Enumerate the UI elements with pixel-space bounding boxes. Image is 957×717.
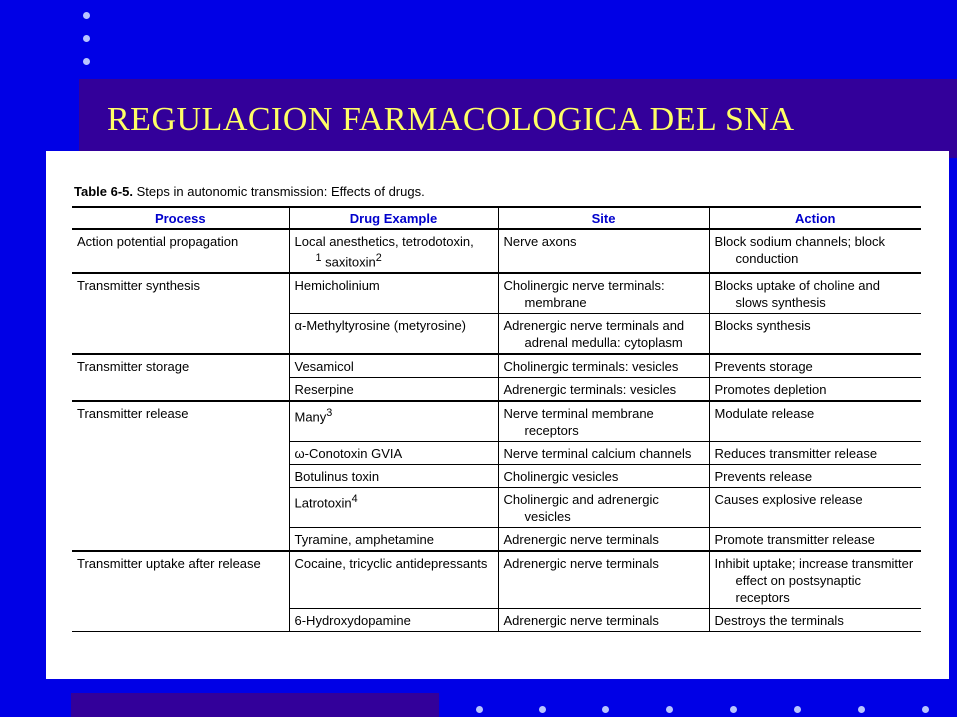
bullet-dot-icon bbox=[83, 35, 90, 42]
action-cell bbox=[709, 442, 921, 465]
drug-cell bbox=[289, 465, 498, 488]
drug-text-line2: saxitoxin bbox=[325, 254, 376, 270]
action-cell bbox=[709, 354, 921, 378]
footnote-marker: 1 bbox=[315, 252, 322, 264]
drug-cell bbox=[289, 488, 498, 528]
action-cell bbox=[709, 551, 921, 609]
site-cell bbox=[498, 273, 709, 314]
action-text: Promote transmitter release bbox=[714, 532, 875, 548]
action-cell bbox=[709, 528, 921, 552]
site-cell bbox=[498, 528, 709, 552]
site-cell bbox=[498, 551, 709, 609]
site-cell bbox=[498, 465, 709, 488]
footnote-marker: 4 bbox=[351, 493, 358, 506]
drug-cell bbox=[289, 378, 498, 402]
drug-text: Many bbox=[294, 409, 327, 425]
bullet-dot-icon bbox=[602, 706, 609, 713]
action-cell bbox=[709, 465, 921, 488]
drug-cell bbox=[289, 551, 498, 609]
action-cell bbox=[709, 378, 921, 402]
action-text: Prevents storage bbox=[714, 359, 813, 375]
bullet-dot-icon bbox=[922, 706, 929, 713]
site-text: Cholinergic vesicles bbox=[503, 469, 619, 485]
action-cell bbox=[709, 401, 921, 442]
drug-text: Hemicholinium bbox=[294, 278, 380, 294]
drug-text: Cocaine, tricyclic antidepressants bbox=[294, 556, 488, 572]
drug-cell bbox=[289, 528, 498, 552]
drug-cell bbox=[289, 609, 498, 632]
site-cell bbox=[498, 488, 709, 528]
site-text: Nerve axons bbox=[503, 234, 577, 249]
action-text: Blocks uptake of choline and slows synthesis bbox=[714, 278, 880, 311]
action-text: Causes explosive release bbox=[714, 492, 863, 508]
site-text: Adrenergic nerve terminals and adrenal medulla: cytoplasm bbox=[503, 318, 685, 351]
drug-cell bbox=[289, 314, 498, 355]
site-text: Cholinergic terminals: vesicles bbox=[503, 359, 679, 375]
process-cell: Transmitter uptake after release bbox=[72, 551, 289, 632]
table-row bbox=[72, 354, 921, 378]
site-cell bbox=[498, 442, 709, 465]
bullet-dot-icon bbox=[794, 706, 801, 713]
action-text: Blocks synthesis bbox=[714, 318, 811, 334]
site-cell bbox=[498, 609, 709, 632]
table-caption bbox=[74, 184, 425, 199]
action-text: Inhibit uptake; increase transmitter effect on postsynaptic receptors bbox=[714, 556, 914, 606]
drug-text: Local anesthetics, tetrodotoxin, bbox=[294, 234, 474, 249]
table-panel bbox=[46, 151, 949, 679]
action-cell bbox=[709, 314, 921, 355]
site-text: Cholinergic nerve terminals: membrane bbox=[503, 278, 665, 311]
bottom-band bbox=[71, 693, 439, 717]
site-text: Nerve terminal calcium channels bbox=[503, 446, 692, 462]
bullet-dot-icon bbox=[666, 706, 673, 713]
drug-cell bbox=[289, 354, 498, 378]
drug-cell bbox=[289, 401, 498, 442]
table-caption-label: Table 6-5. bbox=[74, 184, 134, 199]
action-text: Prevents release bbox=[714, 469, 813, 485]
site-cell bbox=[498, 401, 709, 442]
action-cell bbox=[709, 273, 921, 314]
site-text: Cholinergic and adrenergic vesicles bbox=[503, 492, 659, 525]
header-site: Site bbox=[498, 207, 709, 229]
action-text: Destroys the terminals bbox=[714, 613, 844, 629]
drug-text: 6-Hydroxydopamine bbox=[294, 613, 411, 629]
drug-cell bbox=[289, 229, 498, 273]
header-drug-example: Drug Example bbox=[289, 207, 498, 229]
bullet-dot-icon bbox=[476, 706, 483, 713]
action-text: Block sodium channels; block conduction bbox=[714, 234, 886, 266]
slide-title: REGULACION FARMACOLOGICA DEL SNA bbox=[107, 101, 795, 138]
action-text: Modulate release bbox=[714, 406, 815, 422]
autonomic-drugs-table bbox=[72, 206, 921, 632]
table-caption-text: Steps in autonomic transmission: Effects of drugs. bbox=[136, 184, 425, 199]
site-text: Nerve terminal membrane receptors bbox=[503, 406, 654, 439]
drug-text: Vesamicol bbox=[294, 359, 354, 375]
drug-cell bbox=[289, 273, 498, 314]
footnote-marker: 2 bbox=[375, 252, 382, 264]
action-cell bbox=[709, 488, 921, 528]
site-text: Adrenergic nerve terminals bbox=[503, 556, 659, 572]
site-cell bbox=[498, 378, 709, 402]
header-process: Process bbox=[72, 207, 289, 229]
drug-text: Reserpine bbox=[294, 382, 354, 398]
site-text: Adrenergic nerve terminals bbox=[503, 613, 659, 629]
process-cell: Transmitter synthesis bbox=[72, 273, 289, 354]
drug-text: α-Methyltyrosine (metyrosine) bbox=[294, 318, 467, 334]
bullet-dot-icon bbox=[83, 12, 90, 19]
table-header-row bbox=[72, 207, 921, 229]
drug-text: Latrotoxin bbox=[294, 495, 352, 511]
bullet-dot-icon bbox=[730, 706, 737, 713]
drug-cell bbox=[289, 442, 498, 465]
site-cell bbox=[498, 354, 709, 378]
action-text: Reduces transmitter release bbox=[714, 446, 878, 462]
header-action: Action bbox=[709, 207, 921, 229]
bullet-dot-icon bbox=[83, 58, 90, 65]
process-cell: Transmitter release bbox=[72, 401, 289, 551]
bullet-dot-icon bbox=[858, 706, 865, 713]
footnote-marker: 3 bbox=[326, 407, 333, 420]
table-row bbox=[72, 401, 921, 442]
table-row bbox=[72, 229, 921, 273]
site-cell bbox=[498, 229, 709, 273]
process-cell: Transmitter storage bbox=[72, 354, 289, 401]
bullet-dot-icon bbox=[539, 706, 546, 713]
site-text: Adrenergic nerve terminals bbox=[503, 532, 659, 548]
action-cell bbox=[709, 609, 921, 632]
action-cell bbox=[709, 229, 921, 273]
site-cell bbox=[498, 314, 709, 355]
drug-text: Botulinus toxin bbox=[294, 469, 380, 485]
site-text: Adrenergic terminals: vesicles bbox=[503, 382, 677, 398]
drug-text: ω-Conotoxin GVIA bbox=[294, 446, 403, 462]
table-row bbox=[72, 273, 921, 314]
action-text: Promotes depletion bbox=[714, 382, 827, 398]
table-row bbox=[72, 551, 921, 609]
process-cell: Action potential propagation bbox=[72, 229, 289, 273]
drug-text: Tyramine, amphetamine bbox=[294, 532, 434, 548]
